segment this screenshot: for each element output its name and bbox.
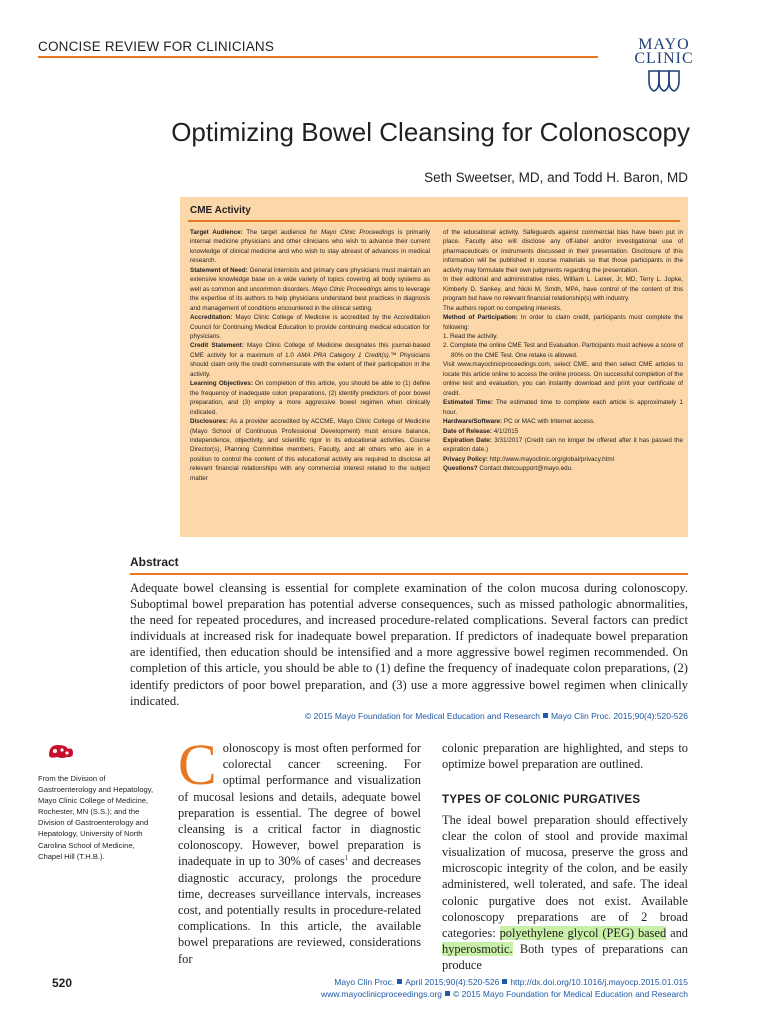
cme-learning-objectives: Learning Objectives: On completion of this article, you should be able to (1) define the frequency of inadequate colon preparations, (2) identify predictors of poor bowel preparation, and (3) employ a more aggressive bowel regimen when clinically indicated. xyxy=(190,380,430,416)
three-shields-icon xyxy=(647,69,681,93)
cme-disclosures: Disclosures: As a provider accredited by ACCME, Mayo Clinic College of Medicine (Mayo School of Continuous Professional Development) must ensure balance, independence, objectivity, and scientific rigor in its educational activities. Course Director(s), Planning Committee members, Faculty, and all others who are in a position to control the content of this educational activity are required to disclose all relevant financial relationships with any commercial interest related to the subject matter xyxy=(190,418,430,482)
cme-target-audience: Target Audience: The target audience for Mayo Clinic Proceedings is primarily internal medicine physicians and other clinicians who wish to advance their current knowledge of clinical medicine and who wish to stay abreast of advances in medical research. xyxy=(190,229,431,265)
cme-statement-of-need: Statement of Need: General internists and primary care physicians must maintain an extensive knowledge base on a wide variety of topics covering all body systems as well as common and uncommon disorders. Mayo Clinic Proceedings aims to leverage the expertise of its authors to help physicians understand best practices in diagnosis and management of conditions encountered in the clinical setting. xyxy=(190,266,431,312)
doi-link[interactable]: http://dx.doi.org/10.1016/j.mayocp.2015.01.015 xyxy=(510,977,688,987)
highlight-hyperosmotic: hyperosmotic. xyxy=(442,942,513,957)
colon-icon xyxy=(46,741,76,766)
cme-accreditation: Accreditation: Mayo Clinic College of Medicine is accredited by the Accreditation Council for Continuing Medical Education to provide continuing medical education for physicians. xyxy=(190,314,430,340)
abstract-citation: © 2015 Mayo Foundation for Medical Education and Research Mayo Clin Proc. 2015;90(4):520-526 xyxy=(305,711,688,721)
cme-questions: Questions? Contact dletcsupport@mayo.edu. xyxy=(443,465,573,473)
logo-line2: CLINIC xyxy=(634,50,694,67)
square-bullet-icon xyxy=(445,991,450,996)
body-column-2 xyxy=(442,740,688,974)
header-divider xyxy=(38,56,598,58)
author-affiliation: From the Division of Gastroenterology and Hepatology, Mayo Clinic College of Medicine, Rochester, MN (S.S.); and the Division of Gastroenterology and Hepatology, University of North Carolina School of Medicine, Chapel Hill (T.H.B.). xyxy=(38,774,154,861)
square-bullet-icon xyxy=(397,979,402,984)
mayo-clinic-logo xyxy=(626,38,702,93)
cme-method-step-1: 1. Read the activity. xyxy=(443,332,498,340)
reference-1[interactable]: 1 xyxy=(344,854,349,863)
article-authors: Seth Sweetser, MD, and Todd H. Baron, MD xyxy=(424,170,688,185)
cme-expiration-date: Expiration Date: 3/31/2017 (Credit can no longer be offered after it has passed the expiration date.) xyxy=(443,436,684,454)
footer-website: www.mayoclinicproceedings.org © 2015 Mayo Foundation for Medical Education and Research xyxy=(321,989,688,999)
logo-line1: MAYO xyxy=(638,36,690,53)
cme-competing-interests: The authors report no competing interests. xyxy=(443,304,562,312)
cme-privacy-policy: Privacy Policy: http://www.mayoclinic.org/global/privacy.html xyxy=(443,455,615,463)
cme-left-column xyxy=(190,228,430,483)
cme-estimated-time: Estimated Time: The estimated time to complete each article is approximately 1 hour. xyxy=(443,399,683,416)
cme-visit: Visit www.mayoclinicproceedings.com, select CME, and then select CME articles to locate this article online to access the online process. On successful completion of the online test and evaluation, you can instantly download and print your certificate of credit. xyxy=(443,361,683,397)
article-title: Optimizing Bowel Cleansing for Colonoscopy xyxy=(171,117,690,147)
website-link[interactable]: www.mayoclinicproceedings.org xyxy=(321,989,443,999)
abstract-heading: Abstract xyxy=(130,555,179,569)
cme-hardware: Hardware/Software: PC or MAC with Internet access. xyxy=(443,418,595,426)
cme-method: Method of Participation: In order to claim credit, participants must complete the following: xyxy=(443,314,683,331)
cme-divider xyxy=(188,220,680,222)
cme-editorial-roles: In their editorial and administrative roles, William L. Lanier, Jr, MD, Terry L. Jopke, Kimberly D. Sankey, and Nicki M. Smith, MPA, have control of the content of this program but have no relevant financial relationship(s) with industry. xyxy=(443,276,683,303)
cme-method-step-2: 2. Complete the online CME Test and Evaluation. Participants must achieve a score of 80% on the CME Test. One retake is allowed. xyxy=(443,342,683,359)
body-paragraph: colonic preparation are highlighted, and steps to optimize bowel preparation are outlined. xyxy=(442,741,688,772)
section-heading-purgatives: TYPES OF COLONIC PURGATIVES xyxy=(442,794,641,807)
square-bullet-icon xyxy=(543,713,548,718)
cme-credit-statement: Credit Statement: Mayo Clinic College of Medicine designates this journal-based CME activity for a maximum of 1.0 AMA PRA Category 1 Credit(s).™ Physicians should claim only the credit commensurate with the extent of their participation in the activity. xyxy=(190,342,430,378)
page-number: 520 xyxy=(52,976,73,990)
abstract-divider xyxy=(130,573,688,575)
cme-release-date: Date of Release: 4/1/2015 xyxy=(443,427,519,435)
footer-citation: Mayo Clin Proc. April 2015;90(4):520-526 http://dx.doi.org/10.1016/j.mayocp.2015.01.015 xyxy=(334,977,688,987)
cme-heading: CME Activity xyxy=(190,205,251,216)
square-bullet-icon xyxy=(502,979,507,984)
body-column-1: Colonoscopy is most often performed for colorectal cancer screening. For optimal performance and visualization of mucosal lesions and details, adequate bowel preparation is essential. The degree of bowel cleansing is a critical factor in diagnostic colonoscopy. However, bowel preparation is inadequate in up to 30% of cases$^1$ and decreases diagnostic accuracy, prolongs the procedure time, decreases surveillance intervals, increases cost, and potentially results in procedure-related complications. In this article, the available bowel preparations are reviewed, considerations for xyxy=(178,732,421,966)
section-label: CONCISE REVIEW FOR CLINICIANS xyxy=(38,39,275,54)
cme-right-column xyxy=(443,228,683,474)
abstract-text: Adequate bowel cleansing is essential for complete examination of the colon mucosa during colonoscopy. Suboptimal bowel preparation has potential adverse consequences, such as missed pathologic abnormalities, the need for repeated procedures, and increased procedure-related complications. Several factors can predict individuals at increased risk for inadequate bowel preparation. If predictors of inadequate bowel preparation are identified, then education should be intensified and a more aggressive bowel regimen recommended. On completion of this article, you should be able to (1) define the frequency of inadequate colon preparations, (2) identify predictors of poor bowel preparation, and (3) use a more aggressive bowel regimen when clinically indicated. xyxy=(130,581,688,708)
body-paragraph: The ideal bowel preparation should effectively clear the colon of stool and provide maximal visualization of mucosa, preserve the gross and microscopic integrity of the colon, and be easily administered, well tolerated, and safe. The ideal colonic purgative does not exist. Available colonoscopy preparations are of 2 broad categories: polyethylene glycol (PEG) based and hyperosmotic. Both types of preparations can produce xyxy=(442,812,688,973)
highlight-peg: polyethylene glycol (PEG) based xyxy=(499,926,667,941)
drop-cap: C xyxy=(178,732,217,797)
cme-disclosure-cont: of the educational activity. Safeguards against commercial bias have been put in place. Faculty also will disclose any off-label and/or investigational use of pharmaceuticals or instruments discussed in their presentation. Disclosure of this information will be published in course materials so that those participants in the activity may formulate their own judgments regarding the presentation. xyxy=(443,229,683,274)
